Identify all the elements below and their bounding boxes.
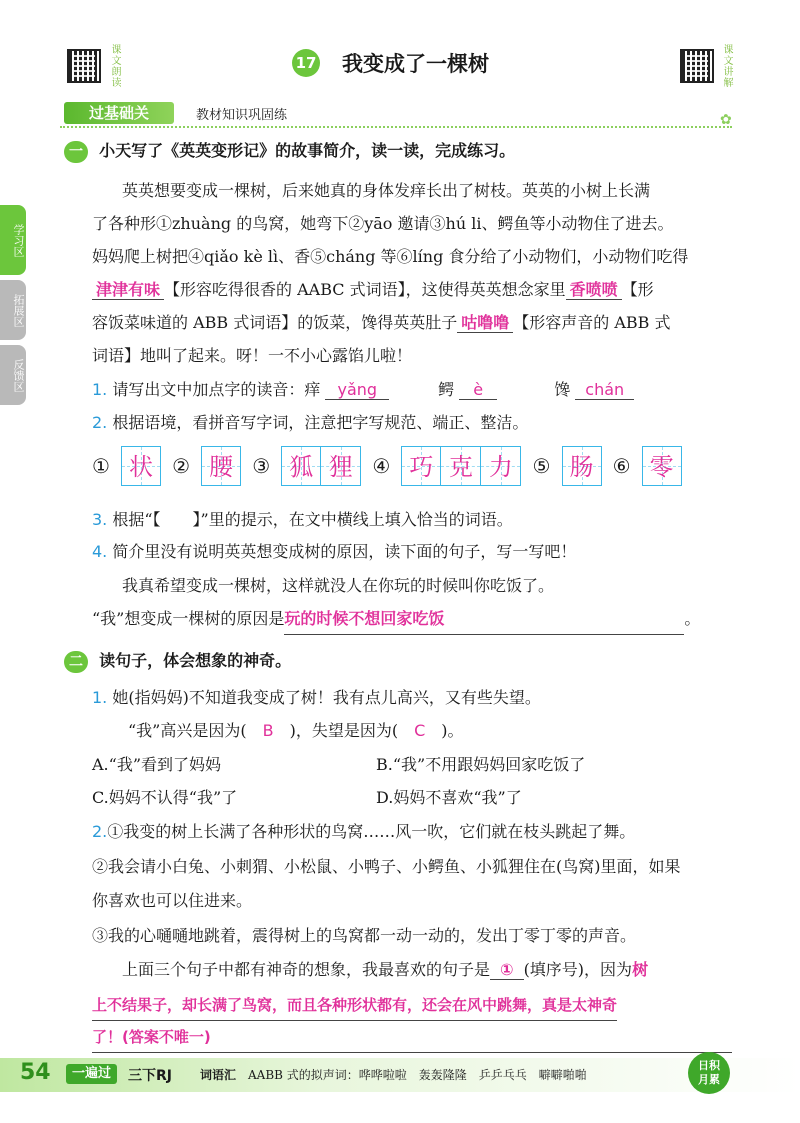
s2-favorite-line-1: 上面三个句子中都有神奇的想象，我最喜欢的句子是 ① (填序号)，因为树 (122, 960, 649, 979)
corner-badge (688, 1052, 730, 1094)
s2-sentence-2a: ②我会请小白兔、小刺猬、小松鼠、小鸭子、小鳄鱼、小狐狸住在(鸟窝)里面，如果 (92, 857, 681, 876)
pinyin-answer-2[interactable]: è (459, 380, 497, 400)
brand-label: 一遍过 (66, 1064, 117, 1084)
lesson-number-badge: 17 (292, 49, 320, 77)
section1-title: 小天写了《英英变形记》的故事简介，读一读，完成练习。 (99, 141, 516, 160)
fill-blank-1[interactable]: 津津有味 (92, 280, 164, 300)
s2-sentence-2b: 你喜欢也可以住进来。 (92, 891, 253, 910)
page-number: 54 (20, 1060, 51, 1085)
s2-favorite-line-3[interactable]: 了！(答案不唯一) (92, 1022, 732, 1053)
side-tab-feedback[interactable]: 反馈区 (0, 345, 26, 405)
fill-blank-2[interactable]: 香喷喷 (566, 280, 622, 300)
section2-badge: 二 (64, 651, 88, 673)
passage (92, 174, 742, 372)
qr-code-right[interactable] (680, 49, 714, 83)
section2-header (64, 648, 291, 673)
pinyin-answer-1[interactable]: yǎng (325, 380, 389, 400)
qr-left-label: 课文朗读 (109, 44, 120, 88)
s2-q1-answer-2[interactable]: C (414, 721, 426, 740)
grid-answer-2[interactable]: 腰 (201, 446, 241, 486)
grid-answer-5[interactable]: 肠 (562, 446, 602, 486)
qr-right-label: 课文讲解 (721, 44, 732, 88)
vocab-label: 词语汇 (200, 1068, 237, 1082)
s2-sentence-3: ③我的心嗵嗵地跳着，震得树上的鸟窝都一动一动的，发出丁零丁零的声音。 (92, 926, 637, 945)
qr-code-left[interactable] (67, 49, 101, 83)
section1-header (64, 138, 515, 163)
s2-question-1: 1. 她(指妈妈)不知道我变成了树！我有点儿高兴，又有些失望。 (92, 688, 541, 707)
option-b: B.“我”不用跟妈妈回家吃饭了 (376, 755, 586, 774)
lesson-title: 我变成了一棵树 (342, 52, 489, 76)
s1-q4-quote: 我真希望变成一棵树，这样就没人在你玩的时候叫你吃饭了。 (122, 576, 555, 595)
section2-title: 读句子，体会想象的神奇。 (99, 651, 292, 670)
vocab-text: AABB 式的拟声词：哗哗啦啦 轰轰隆隆 乒乒乓乓 噼噼啪啪 (248, 1068, 587, 1082)
fill-blank-3[interactable]: 咕噜噜 (457, 313, 513, 333)
passage-line-2: 了各种形①zhuàng 的鸟窝，她弯下②yāo 邀请③hú li、鳄鱼等小动物住了进去。 (92, 214, 674, 233)
s2-favorite-line-2[interactable]: 上不结果子，却长满了鸟窝，而且各种形状都有，还会在风中跳舞，真是太神奇 (92, 990, 617, 1021)
side-tab-learn[interactable]: 学习区 (0, 205, 26, 275)
leaf-icon: ✿ (720, 112, 732, 128)
grid-answer-1[interactable]: 状 (121, 446, 161, 486)
passage-line-6: 词语】地叫了起来。呀！一不小心露馅儿啦！ (92, 346, 413, 365)
grade-label: 三下RJ (128, 1068, 172, 1084)
favorite-answer[interactable]: ① (490, 960, 524, 980)
passage-line-3: 妈妈爬上树把④qiǎo kè lì、香⑤cháng 等⑥líng 食分给了小动物们，小动物们吃得 (92, 247, 689, 266)
passage-line-4: 津津有味 【形容吃得很香的 AABC 式词语】，这使得英英想念家里 香喷喷 【形 (92, 273, 742, 306)
passage-line-5: 容饭菜味道的 ABB 式词语】的饭菜，馋得英英肚子 咕噜噜 【形容声音的 ABB 式 (92, 313, 671, 332)
banner-subtitle: 教材知识巩固练 (196, 108, 288, 123)
s2-q1-answer-1[interactable]: B (262, 721, 274, 740)
option-c: C.妈妈不认得“我”了 (92, 788, 238, 807)
section1-badge: 一 (64, 141, 88, 163)
passage-line-1: 英英想要变成一棵树，后来她真的身体发痒长出了树枝。英英的小树上长满 (122, 181, 651, 200)
s2-q1-blanks: “我”高兴是因为( B )，失望是因为( C )。 (128, 721, 464, 740)
pinyin-answer-3[interactable]: chán (575, 380, 634, 400)
reason-answer[interactable]: 玩的时候不想回家吃饭 (284, 604, 684, 635)
option-d: D.妈妈不喜欢“我”了 (376, 788, 522, 807)
s1-q4-answer-line: “我”想变成一棵树的原因是玩的时候不想回家吃饭 。 (92, 604, 700, 635)
side-tab-expand[interactable]: 拓展区 (0, 280, 26, 340)
grid-answer-3[interactable]: 狐 狸 (281, 446, 361, 486)
s1-question-2: 2. 根据语境，看拼音写字词，注意把字写规范、端正、整洁。 (92, 413, 529, 432)
option-a: A.“我”看到了妈妈 (92, 755, 222, 774)
grid-answer-6[interactable]: 零 (642, 446, 682, 486)
s1-question-4: 4. 简介里没有说明英英想变成树的原因，读下面的句子，写一写吧！ (92, 542, 577, 561)
s1-question-1: 1. 请写出文中加点字的读音：痒 yǎng 鳄 è 馋 chán (92, 375, 634, 405)
s2-question-2-s1: 2.①我变的树上长满了各种形状的鸟窝……风一吹，它们就在枝头跳起了舞。 (92, 822, 636, 841)
banner-label: 过基础关 (64, 102, 174, 124)
grid-answer-4[interactable]: 巧 克 力 (401, 446, 521, 486)
writing-grid-row: ① 状 ② 腰 ③ 狐 狸 ④ 巧 克 力 ⑤ 肠 ⑥ 零 (92, 446, 682, 486)
corner-label: 日积月累 (698, 1059, 720, 1086)
s1-question-3: 3. 根据“【 】”里的提示，在文中横线上填入恰当的词语。 (92, 510, 513, 529)
